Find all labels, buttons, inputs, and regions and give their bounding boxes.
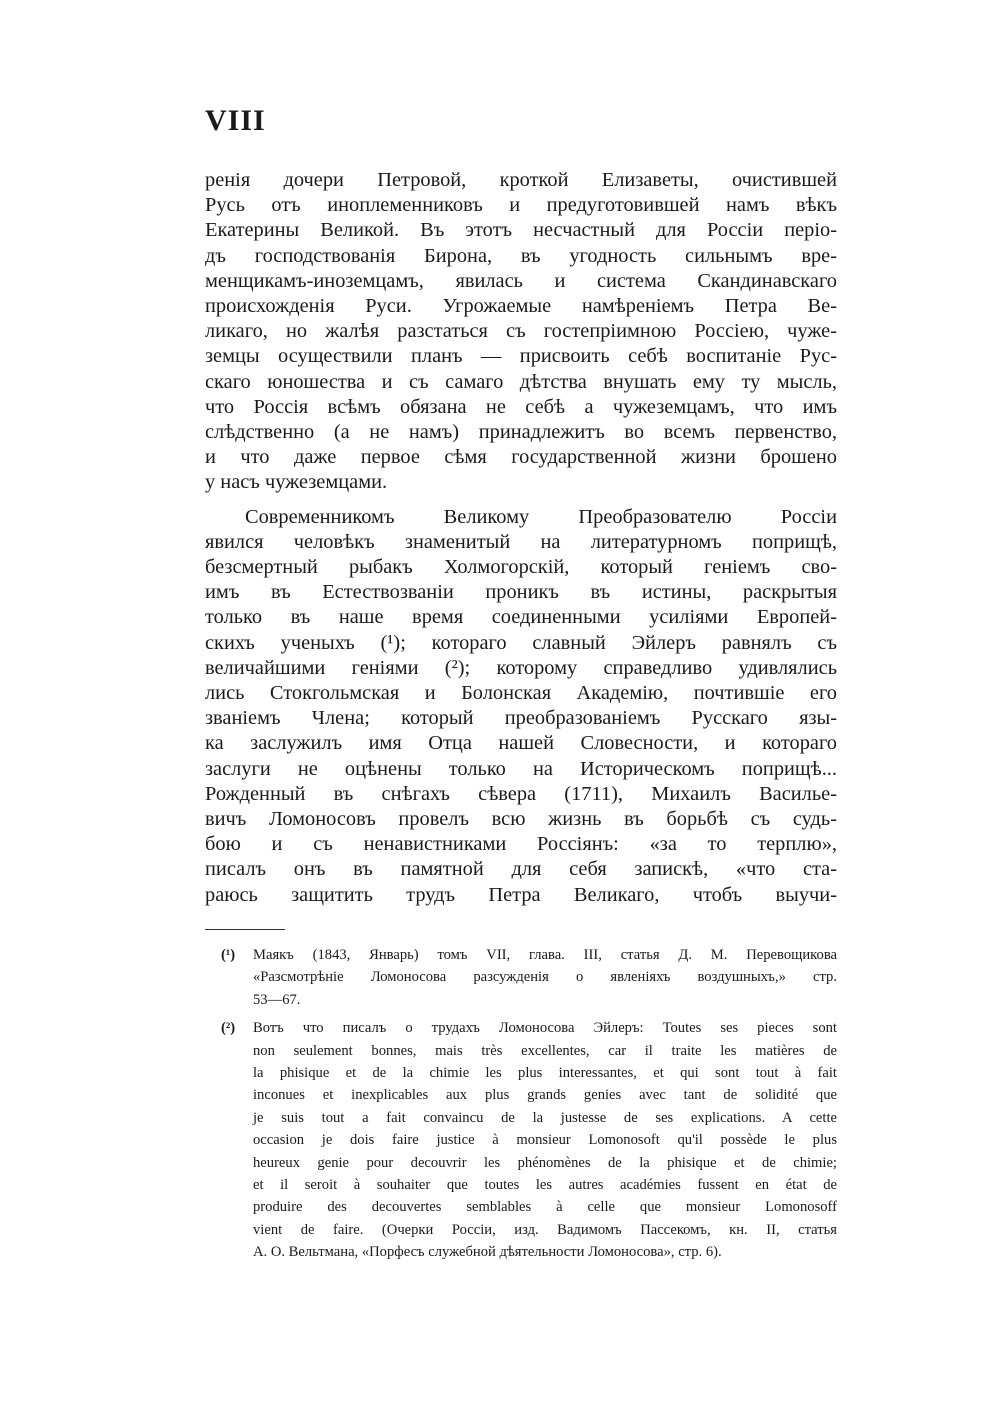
text-line: бою и съ ненавистниками Россіянъ: «за то терплю», xyxy=(205,833,837,856)
footnote-line: je suis tout a fait convaincu de la justesse de ses explications. A cette xyxy=(253,1109,837,1126)
text-line: величайшими геніями (²); которому справедливо удивлялись xyxy=(205,656,837,679)
footnote-line: heureux genie pour decouvrir les phénomènes de la phisique et de chimie; xyxy=(253,1154,837,1171)
text-line: имъ въ Естествозваніи проникъ въ истины, раскрытыя xyxy=(205,581,837,604)
footnote-line: vient de faire. (Очерки Россіи, изд. Вадимомъ Пассекомъ, кн. II, статья xyxy=(253,1221,837,1238)
footnote-line: la phisique et de la chimie les plus interessantes, et qui sont tout à fait xyxy=(253,1065,837,1082)
footnote-mark: (²) xyxy=(221,1020,236,1037)
footnote xyxy=(205,944,837,1011)
footnote-line: «Разсмотрѣніе Ломоносова разсужденія о явленіяхъ воздушныхъ,» стр. xyxy=(253,969,837,986)
footnote-line: inconues et inexplicables aux plus grands genies avec tant de solidité que xyxy=(253,1087,837,1104)
footnote-divider xyxy=(205,929,285,930)
body-text xyxy=(205,168,837,908)
footnote-mark: (¹) xyxy=(221,947,236,963)
text-line: у насъ чужеземцами. xyxy=(205,471,388,494)
text-line: ка заслужилъ имя Отца нашей Словесности, и котораго xyxy=(205,732,837,755)
text-line: и что даже первое сѣмя государственной жизни брошено xyxy=(205,446,837,469)
text-line: заслуги не оцѣнены только на Историческомъ поприщѣ... xyxy=(205,757,837,780)
text-line: слѣдственно (а не намъ) принадлежитъ во всемъ первенство, xyxy=(205,421,837,444)
text-line: званіемъ Члена; который преобразованіемъ Русскаго язы- xyxy=(205,707,837,730)
text-line: Русь отъ иноплеменниковъ и предуготовившей намъ вѣкъ xyxy=(205,194,837,217)
text-line: явился человѣкъ знаменитый на литературномъ поприщѣ, xyxy=(205,530,837,553)
text-line: ренія дочери Петровой, кроткой Елизаветы, очистившей xyxy=(205,169,837,191)
text-line: безсмертный рыбакъ Холмогорскій, который геніемъ сво- xyxy=(205,556,837,579)
page-number: VIII xyxy=(205,104,266,137)
footnote-line: non seulement bonnes, mais très excellentes, car il traite les matières de xyxy=(253,1042,837,1059)
text-line: Екатерины Великой. Въ этотъ несчастный для Россіи періо- xyxy=(205,219,837,242)
text-line: Рожденный въ снѣгахъ сѣвера (1711), Михаилъ Василье- xyxy=(205,782,837,805)
footnote-line: 53—67. xyxy=(253,991,301,1008)
footnote-line: produire des decouvertes semblables à celle que monsieur Lomonosoff xyxy=(253,1199,837,1216)
text-line: ликаго, но жалѣя разстаться съ гостепріимною Россіею, чуже- xyxy=(205,320,837,343)
text-line: только въ наше время соединенными усиліями Европей- xyxy=(205,606,837,629)
footnote-line: occasion je dois faire justice à monsieur Lomonosoft qu'il possède le plus xyxy=(253,1132,837,1149)
text-line: лись Стокгольмская и Болонская Академію, почтившіе его xyxy=(205,682,837,705)
text-line: вичъ Ломоносовъ провелъ всю жизнь въ борьбѣ съ судь- xyxy=(205,808,837,831)
text-line: дъ господствованія Бирона, въ угодность сильнымъ вре- xyxy=(205,244,837,267)
text-line: Современникомъ Великому Преобразователю Россіи xyxy=(245,505,837,528)
paragraph-break xyxy=(205,496,837,505)
text-line: скаго юношества и съ самаго дѣтства внушать ему ту мысль, xyxy=(205,370,837,393)
text-line: раюсь защитить трудъ Петра Великаго, чтобъ выучи- xyxy=(205,883,837,906)
footnotes xyxy=(205,944,837,1270)
text-line: происхожденія Руси. Угрожаемые намѣреніемъ Петра Ве- xyxy=(205,295,837,318)
footnote xyxy=(205,1017,837,1263)
footnote-line: А. О. Вельтмана, «Порфесъ служебной дѣятельности Ломоносова», стр. 6). xyxy=(253,1244,722,1261)
footnote-line: Маякъ (1843, Январь) томъ VII, глава. III, статья Д. М. Перевощикова xyxy=(253,947,837,963)
text-line: скихъ ученыхъ (¹); котораго славный Эйлеръ равнялъ съ xyxy=(205,631,837,654)
text-line: менщикамъ-иноземцамъ, явилась и система Скандинавскаго xyxy=(205,269,837,292)
text-line: писалъ онъ въ памятной для себя запискѣ, «что ста- xyxy=(205,858,837,881)
text-line: что Россія всѣмъ обязана не себѣ а чужеземцамъ, что имъ xyxy=(205,395,837,418)
footnote-line: Вотъ что писалъ о трудахъ Ломоносова Эйлеръ: Toutes ses pieces sont xyxy=(253,1020,837,1037)
footnote-line: et il seroit à souhaiter que toutes les autres académies fussent en état de xyxy=(253,1177,837,1194)
text-line: земцы осуществили планъ — присвоить себѣ воспитаніе Рус- xyxy=(205,345,837,368)
